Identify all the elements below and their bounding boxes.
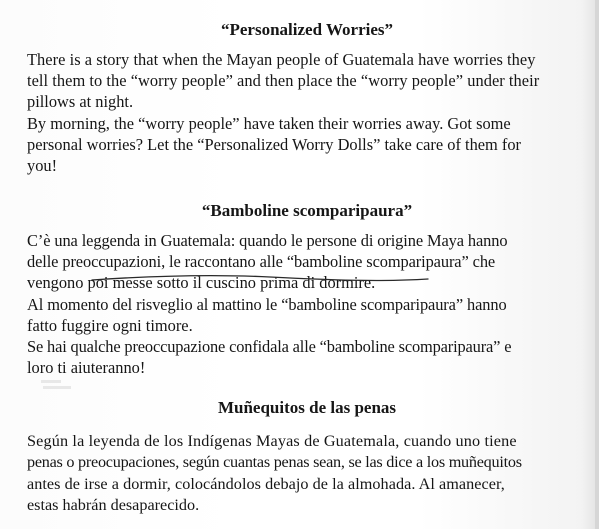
spanish-line: penas o preocupaciones, según cuantas penas sean, se las dice a los muñequitos xyxy=(27,453,522,472)
italian-paragraph xyxy=(27,230,587,378)
spanish-line: antes de irse a dormir, colocándolos debajo de la almohada. Al amanecer, xyxy=(27,474,505,493)
italian-line: Se hai qualche preoccupazione confidala alle “bamboline scomparipaura” e xyxy=(27,337,512,357)
spanish-paragraph xyxy=(27,431,587,517)
italian-heading: “Bamboline scomparipaura” xyxy=(201,201,413,220)
english-line: you! xyxy=(27,156,58,176)
english-line: pillows at night. xyxy=(27,92,134,112)
english-paragraph xyxy=(27,49,587,176)
english-line: There is a story that when the Mayan people of Guatemala have worries they xyxy=(27,50,536,69)
spanish-heading: Muñequitos de las penas xyxy=(217,398,397,417)
faint-stamp-mark xyxy=(40,378,74,394)
italian-line: Al momento del risveglio al mattino le “bamboline scomparipaura” hanno xyxy=(27,294,507,314)
italian-line: delle preoccupazioni, le raccontano alle “bamboline scomparipaura” che xyxy=(27,252,496,272)
italian-line: C’è una leggenda in Guatemala: quando le persone di origine Maya hanno xyxy=(27,231,508,250)
english-heading: “Personalized Worries” xyxy=(220,20,394,39)
english-line: tell them to the “worry people” and then place the “worry people” under their xyxy=(27,71,540,91)
english-line: personal worries? Let the “Personalized Worry Dolls” take care of them for xyxy=(27,134,521,154)
italian-line: fatto fuggire ogni timore. xyxy=(27,315,193,335)
english-line: By morning, the “worry people” have taken their worries away. Got some xyxy=(27,113,511,133)
italian-line: vengono poi messe sotto il cuscino prima di dormire. xyxy=(27,273,376,293)
italian-line: loro ti aiuteranno! xyxy=(27,358,146,378)
spanish-line: Según la leyenda de los Indígenas Mayas de Guatemala, cuando uno tiene xyxy=(27,432,517,450)
spanish-line: estas habrán desaparecido. xyxy=(27,496,200,515)
